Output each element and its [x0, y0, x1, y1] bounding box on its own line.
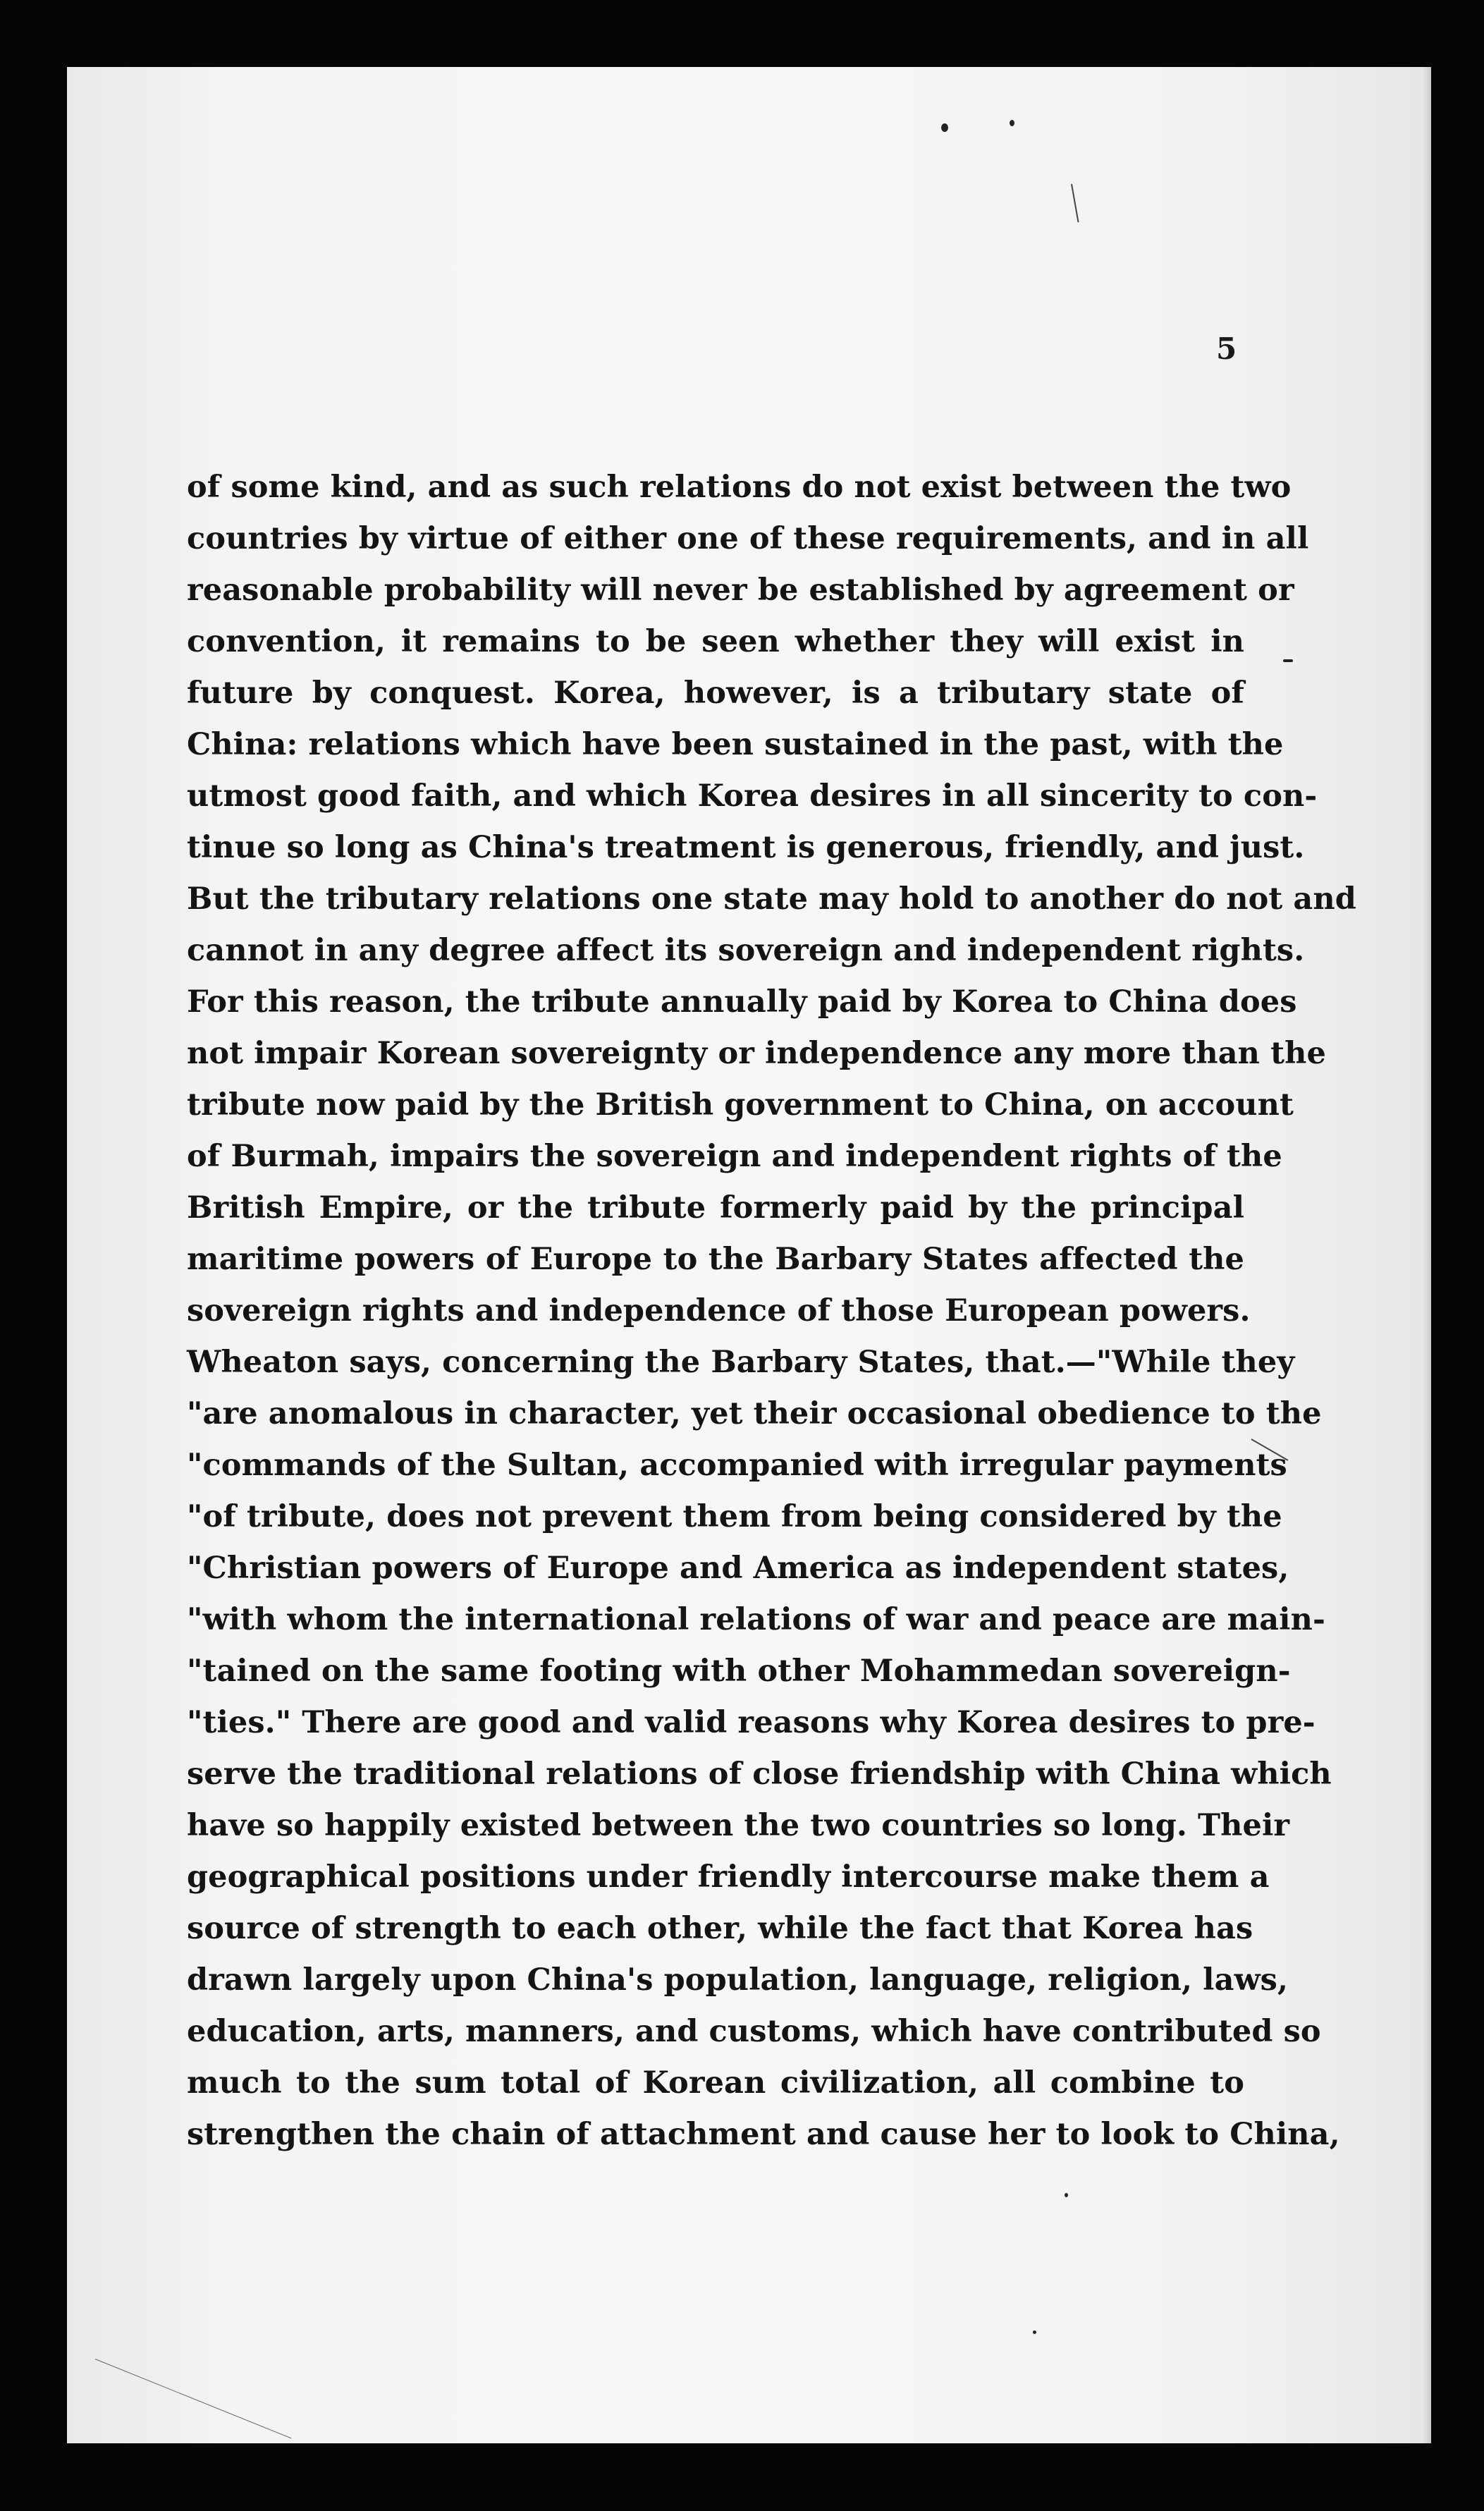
text-line: sovereign rights and independence of those European powers.	[187, 1293, 1251, 1328]
text-line: strengthen the chain of attachment and cause her to look to China,	[187, 2117, 1340, 2152]
text-line: "are anomalous in character, yet their occasional obedience to the	[187, 1396, 1322, 1431]
text-line: education, arts, manners, and customs, which have contributed so	[187, 2014, 1321, 2049]
text-line: of some kind, and as such relations do not exist between the two	[187, 470, 1292, 505]
text-line: "tained on the same footing with other Mohammedan sovereign-	[187, 1654, 1291, 1689]
film-scratch	[95, 2359, 292, 2438]
text-line: convention, it remains to be seen whether they will exist in	[187, 624, 1244, 659]
text-line: of Burmah, impairs the sovereign and independent rights of the	[187, 1139, 1282, 1174]
dust-speck	[1065, 2193, 1068, 2197]
text-line: tribute now paid by the British government to China, on account	[187, 1087, 1294, 1123]
dust-speck	[1033, 2330, 1036, 2334]
text-line: "ties." There are good and valid reasons why Korea desires to pre-	[187, 1705, 1316, 1740]
text-line: future by conquest. Korea, however, is a tributary state of	[187, 676, 1244, 711]
text-line: For this reason, the tribute annually paid by Korea to China does	[187, 984, 1297, 1020]
text-line: have so happily existed between the two countries so long. Their	[187, 1808, 1290, 1843]
document-page	[67, 67, 1431, 2443]
text-line: "commands of the Sultan, accompanied with irregular payments	[187, 1448, 1287, 1483]
text-line: much to the sum total of Korean civilization, all combine to	[187, 2065, 1244, 2101]
text-line: British Empire, or the tribute formerly paid by the principal	[187, 1190, 1244, 1226]
text-line: tinue so long as China's treatment is generous, friendly, and just.	[187, 830, 1305, 865]
text-line: "Christian powers of Europe and America as independent states,	[187, 1551, 1289, 1586]
text-line: drawn largely upon China's population, language, religion, laws,	[187, 1962, 1289, 1998]
body-text	[187, 462, 1356, 2161]
film-scratch	[1071, 184, 1079, 223]
text-line: source of strength to each other, while the fact that Korea has	[187, 1911, 1253, 1946]
page-edge-shadow	[1423, 67, 1431, 2443]
text-line: geographical positions under friendly intercourse make them a	[187, 1859, 1270, 1895]
dust-speck	[1010, 120, 1014, 126]
text-line: China: relations which have been sustained in the past, with the	[187, 727, 1284, 762]
dust-speck	[1283, 659, 1293, 662]
text-line: Wheaton says, concerning the Barbary States, that.—"While they	[187, 1345, 1295, 1380]
page-number: 5	[1216, 331, 1237, 366]
text-line: maritime powers of Europe to the Barbary States affected the	[187, 1242, 1244, 1277]
text-line: cannot in any degree affect its sovereign and independent rights.	[187, 933, 1305, 968]
text-line: "with whom the international relations of war and peace are main-	[187, 1602, 1325, 1637]
text-line: serve the traditional relations of close friendship with China which	[187, 1757, 1332, 1792]
text-line: not impair Korean sovereignty or independence any more than the	[187, 1036, 1326, 1071]
text-line: countries by virtue of either one of these requirements, and in all	[187, 521, 1309, 556]
text-line: But the tributary relations one state may hold to another do not and	[187, 881, 1356, 917]
text-line: "of tribute, does not prevent them from being considered by the	[187, 1499, 1282, 1534]
dust-speck	[941, 123, 948, 132]
text-line: reasonable probability will never be established by agreement or	[187, 573, 1294, 608]
text-line: utmost good faith, and which Korea desires in all sincerity to con-	[187, 778, 1318, 814]
